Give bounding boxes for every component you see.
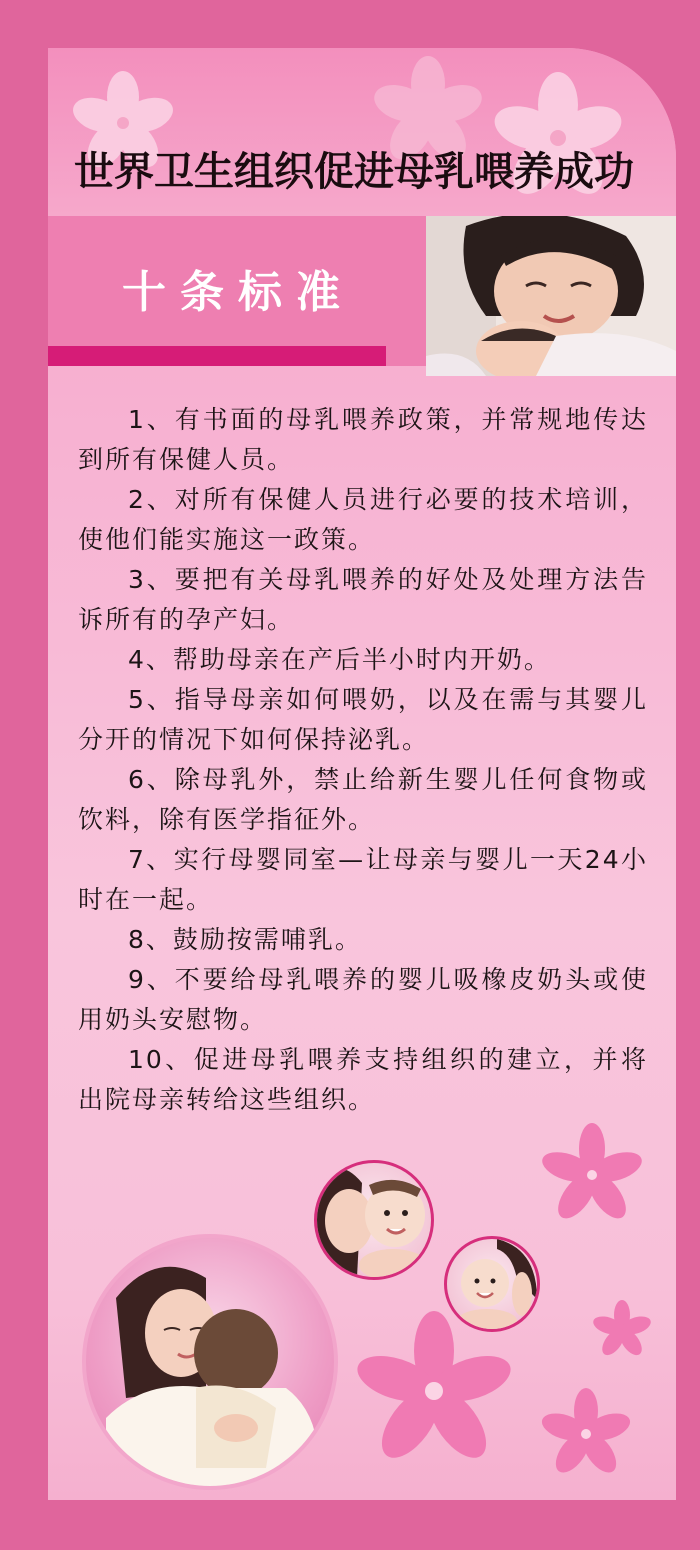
list-item: 2、对所有保健人员进行必要的技术培训，使他们能实施这一政策。 bbox=[78, 485, 648, 554]
mother-kissing-baby-photo bbox=[314, 1160, 434, 1280]
list-item: 4、帮助母亲在产后半小时内开奶。 bbox=[128, 645, 551, 674]
list-item: 3、要把有关母乳喂养的好处及处理方法告诉所有的孕产妇。 bbox=[78, 565, 648, 634]
list-item: 1、有书面的母乳喂养政策，并常规地传达到所有保健人员。 bbox=[78, 405, 648, 474]
mother-newborn-illustration-icon bbox=[426, 216, 676, 376]
mother-baby-illustration-icon bbox=[86, 1238, 334, 1486]
list-item: 5、指导母亲如何喂奶，以及在需与其婴儿分开的情况下如何保持泌乳。 bbox=[78, 685, 648, 754]
flower-decoration-icon bbox=[354, 1306, 514, 1476]
flower-decoration-icon bbox=[592, 1298, 652, 1362]
mother-baby-illustration-icon bbox=[317, 1163, 431, 1277]
page-title: 世界卫生组织促进母乳喂养成功 bbox=[74, 148, 634, 195]
list-item: 8、鼓励按需哺乳。 bbox=[128, 925, 362, 954]
subtitle: 十条标准 bbox=[122, 267, 354, 318]
mother-newborn-photo bbox=[426, 216, 676, 376]
mother-hugging-baby-photo bbox=[82, 1234, 338, 1490]
list-item: 7、实行母婴同室—让母亲与婴儿一天24小时在一起。 bbox=[78, 845, 648, 914]
poster-panel bbox=[48, 48, 676, 1500]
list-item: 6、除母乳外，禁止给新生婴儿任何食物或饮料，除有医学指征外。 bbox=[78, 765, 648, 834]
accent-bar bbox=[48, 346, 386, 366]
flower-decoration-icon bbox=[538, 1384, 634, 1484]
list-item: 10、促进母乳喂养支持组织的建立，并将出院母亲转给这些组织。 bbox=[78, 1045, 648, 1114]
list-item: 9、不要给母乳喂养的婴儿吸橡皮奶头或使用奶头安慰物。 bbox=[78, 965, 648, 1034]
flower-decoration-icon bbox=[542, 1120, 642, 1230]
subtitle-box bbox=[48, 216, 426, 366]
standards-list bbox=[78, 400, 648, 1120]
